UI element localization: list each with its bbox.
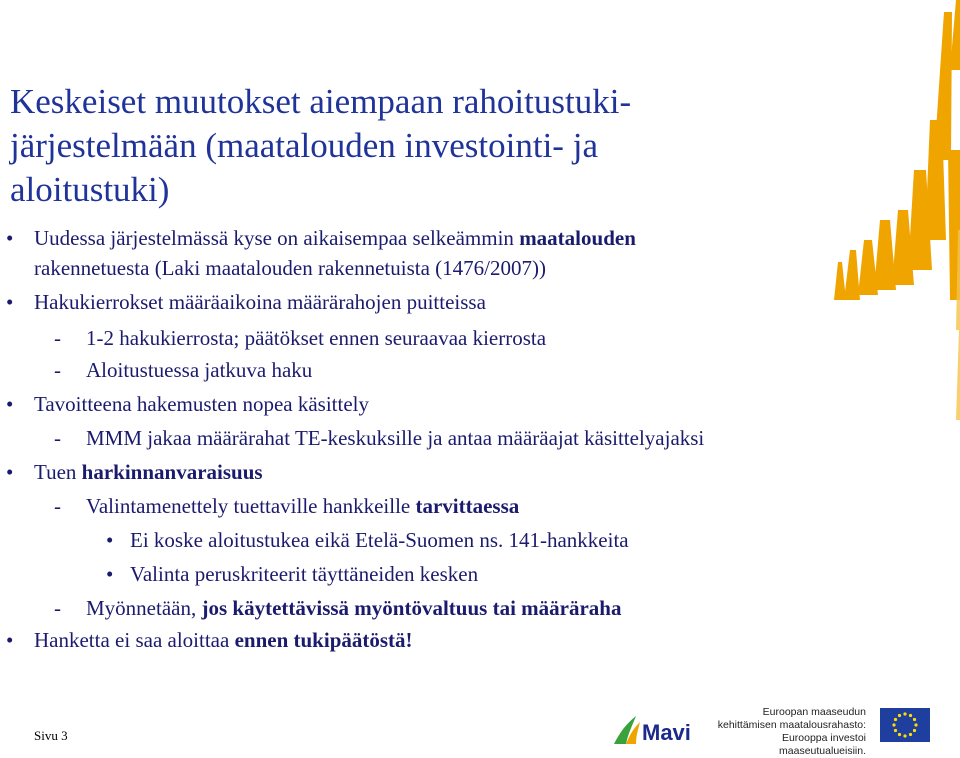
title-line: järjestelmään (maatalouden investointi- ja (10, 126, 598, 165)
item-text-bold: ennen tukipäätöstä! (234, 628, 413, 652)
item-text: rakennetuesta (Laki maatalouden rakennetuista (1476/2007)) (34, 256, 546, 280)
sunburst-stripes-decoration (810, 0, 960, 450)
item-text: Ei koske aloitustukea eikä Etelä-Suomen ns. 141-hankkeita (130, 528, 629, 552)
item-text-bold: maatalouden (519, 226, 636, 250)
bullet-marker: • (6, 460, 14, 484)
item-text: Tavoitteena hakemusten nopea käsittely (34, 392, 369, 416)
page-title (10, 80, 770, 212)
dash-marker: - (54, 596, 61, 620)
bullet-marker: • (6, 392, 14, 416)
item-text: Hanketta ei saa aloittaa (34, 628, 235, 652)
bullet-marker: • (106, 562, 114, 586)
item-text: MMM jakaa määrärahat TE-keskuksille ja antaa määräajat käsittelyajaksi (86, 426, 705, 450)
item-text-bold: tarvittaessa (415, 494, 520, 518)
item-text-bold: jos käytettävissä myöntövaltuus tai määräraha (201, 596, 622, 620)
item-text: Uudessa järjestelmässä kyse on aikaisempaa selkeämmin (34, 226, 520, 250)
title-line: aloitustuki) (10, 170, 170, 209)
eu-fund-line: Euroopan maaseudun (762, 706, 866, 718)
eu-flag-icon (880, 708, 930, 742)
page-number: Sivu 3 (34, 728, 68, 743)
item-text: Myönnetään, (86, 596, 202, 620)
title-line: Keskeiset muutokset aiempaan rahoitustuki- (10, 82, 632, 121)
bullet-marker: • (6, 226, 14, 250)
mavi-logo-text: Mavi (642, 720, 691, 745)
bullet-marker: • (6, 628, 14, 652)
item-text-bold: harkinnanvaraisuus (81, 460, 263, 484)
eu-fund-line: Eurooppa investoi maaseutualueisiin. (779, 732, 866, 757)
bullet-marker: • (106, 528, 114, 552)
eu-fund-text (706, 706, 866, 758)
item-text: Aloitustuessa jatkuva haku (86, 358, 313, 382)
item-text: Tuen (34, 460, 82, 484)
item-text: Valintamenettely tuettaville hankkeille (86, 494, 416, 518)
item-text: Hakukierrokset määräaikoina määrärahojen puitteissa (34, 290, 486, 314)
dash-marker: - (54, 426, 61, 450)
dash-marker: - (54, 494, 61, 518)
eu-fund-line: kehittämisen maatalousrahasto: (717, 719, 866, 731)
item-text: 1-2 hakukierrosta; päätökset ennen seuraavaa kierrosta (86, 326, 547, 350)
dash-marker: - (54, 326, 61, 350)
dash-marker: - (54, 358, 61, 382)
item-text: Valinta peruskriteerit täyttäneiden kesken (130, 562, 479, 586)
bullet-marker: • (6, 290, 14, 314)
